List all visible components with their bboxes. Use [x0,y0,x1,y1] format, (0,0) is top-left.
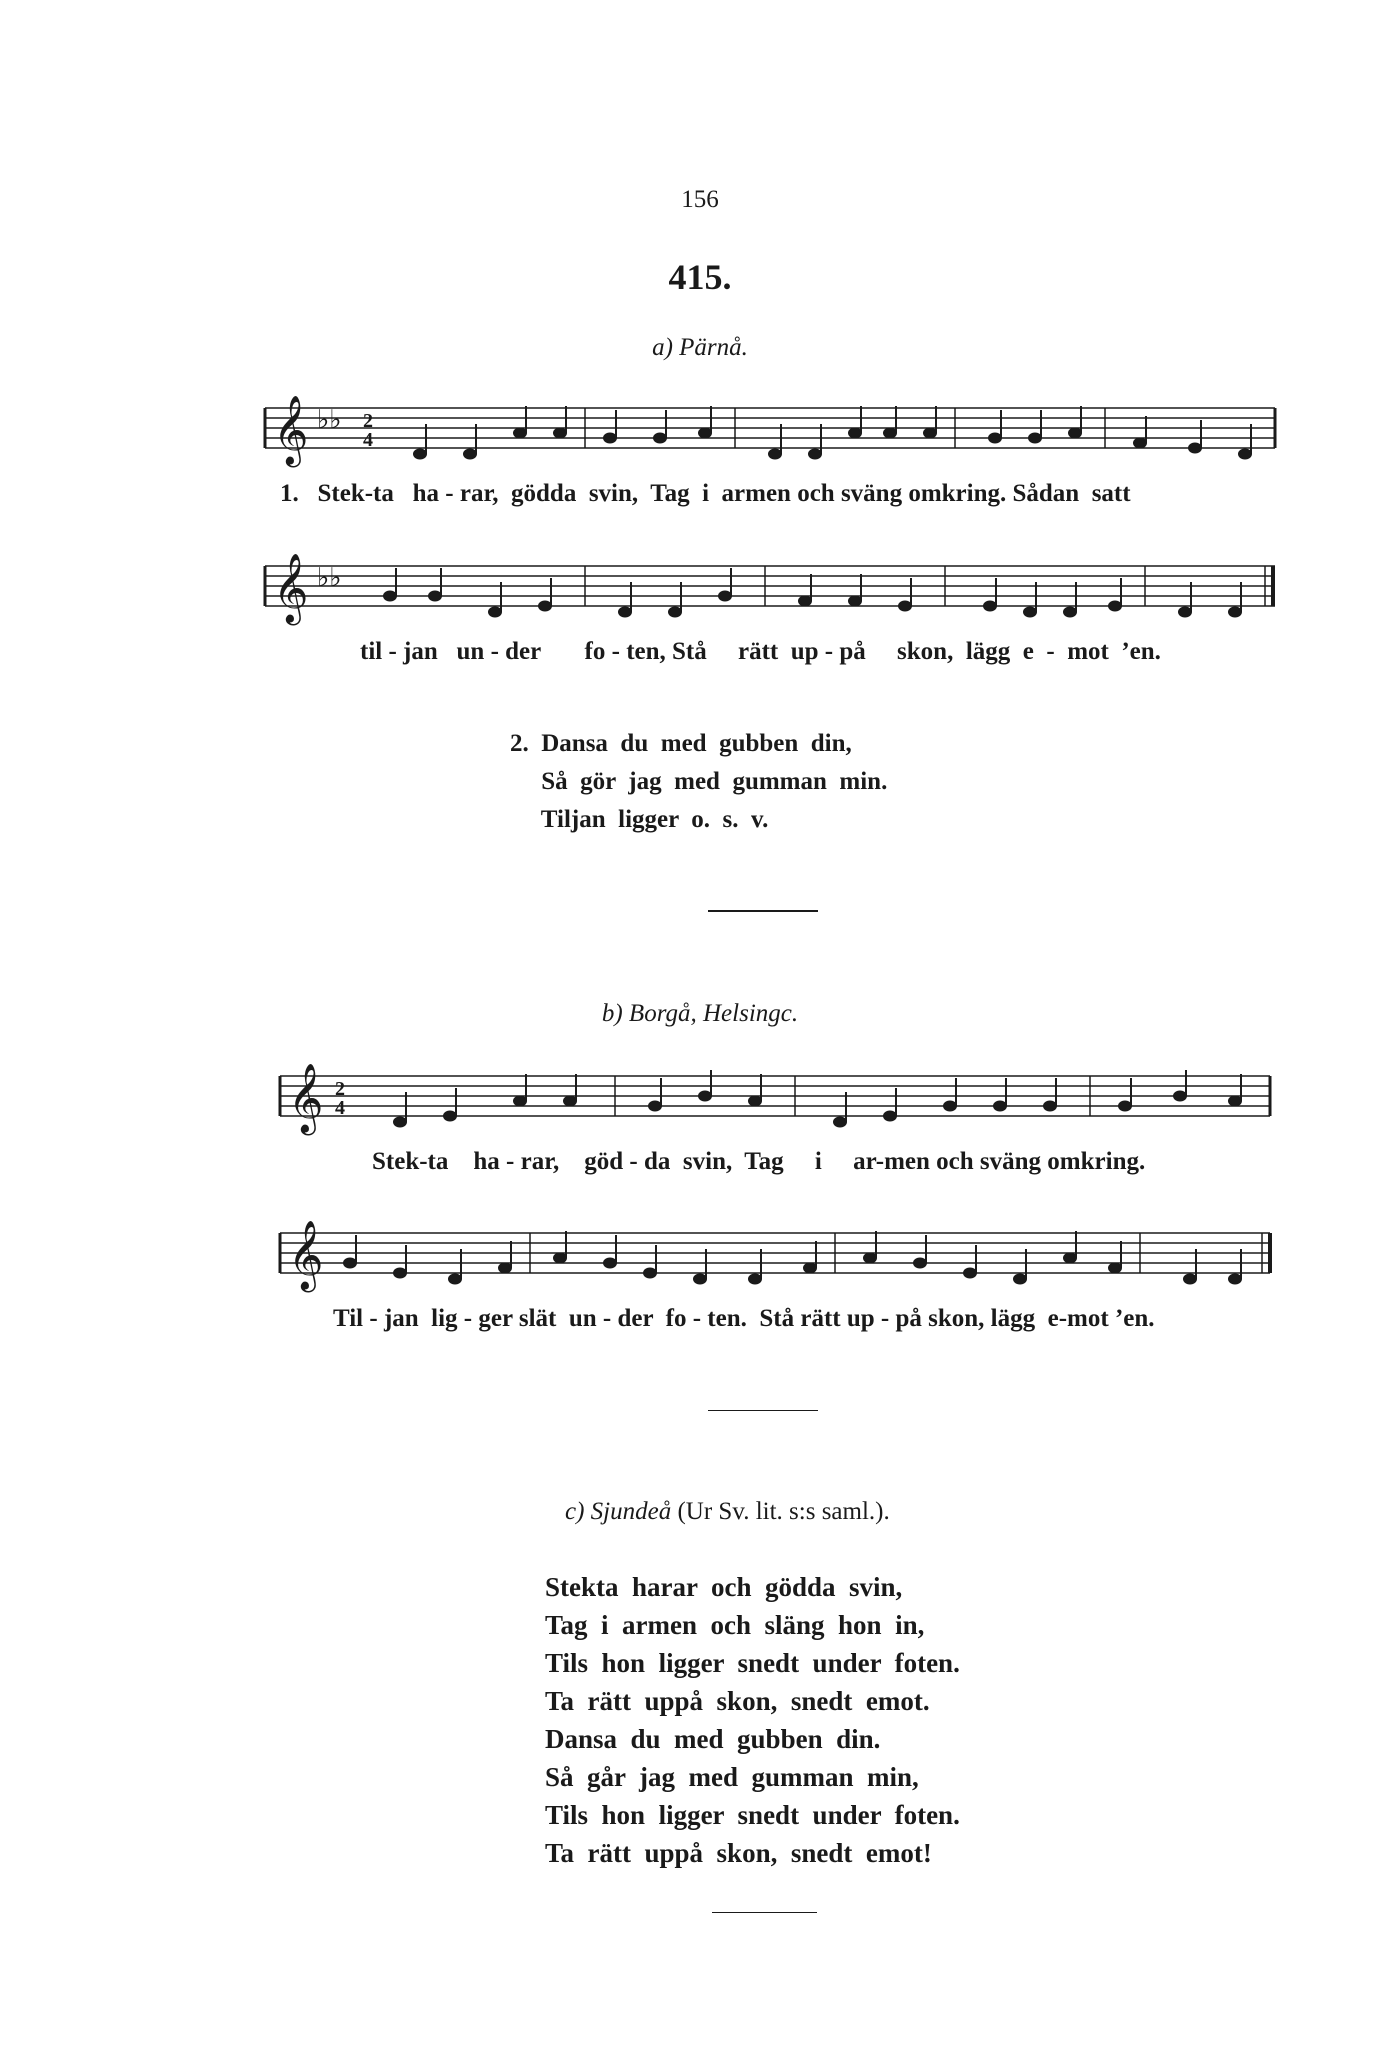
song-number: 415. [668,257,732,297]
section-b-lyrics-line1: Stek-ta ha - rar, göd - da svin, Tag i ar-men och sväng omkring. [372,1148,1146,1175]
svg-text:2: 2 [363,410,373,432]
poem-line: Tils hon ligger snedt under foten. [545,1800,960,1830]
poem-line: Dansa du med gubben din. [545,1724,881,1754]
staff-a2 [255,548,1285,628]
section-c-poem [545,1568,960,1872]
svg-text:4: 4 [335,1097,345,1119]
poem-line: Tils hon ligger snedt under foten. [545,1648,960,1678]
section-b-lyrics-line2: Til - jan lig - ger slät un - der fo - ten. Stå rätt up - på skon, lägg e-mot ’en. [333,1305,1155,1332]
poem-line: Så går jag med gumman min, [545,1762,919,1792]
divider [712,1912,817,1913]
section-c-place: c) Sjundeå [565,1498,672,1525]
staff-a1 [255,390,1285,470]
section-a-lyrics-line2: til - jan un - der fo - ten, Stå rätt up - på skon, lägg e - mot ’en. [360,638,1161,665]
section-a-verse2 [510,725,887,839]
staff-b2 [270,1215,1280,1295]
section-a-lyrics-line1: 1. Stek-ta ha - rar, gödda svin, Tag i armen och sväng omkring. Sådan satt [280,480,1131,507]
svg-text:𝄞: 𝄞 [288,1220,324,1290]
poem-line: Stekta harar och gödda svin, [545,1572,903,1602]
poem-line: Ta rätt uppå skon, snedt emot. [545,1686,930,1716]
divider [708,910,818,912]
verse2-line: Så gör jag med gumman min. [510,768,888,795]
svg-text:𝄞: 𝄞 [273,553,309,623]
section-a-heading: a) Pärnå. [652,334,748,361]
page-number: 156 [681,186,719,213]
svg-text:4: 4 [363,429,373,451]
svg-text:2: 2 [335,1078,345,1100]
poem-line: Ta rätt uppå skon, snedt emot! [545,1838,932,1868]
poem-line: Tag i armen och släng hon in, [545,1610,925,1640]
verse2-line: 2. Dansa du med gubben din, [510,730,852,757]
divider [708,1410,818,1411]
svg-text:𝄞: 𝄞 [288,1063,324,1133]
section-c-heading [565,1498,890,1526]
section-c-source: (Ur Sv. lit. s:s saml.). [677,1498,890,1525]
section-b-heading: b) Borgå, Helsingc. [601,1000,799,1027]
svg-text:𝄞: 𝄞 [273,395,309,465]
staff-b1 [270,1058,1280,1138]
svg-text:♭♭: ♭♭ [317,405,342,435]
verse2-line: Tiljan ligger o. s. v. [510,806,769,833]
svg-text:♭♭: ♭♭ [317,563,342,593]
